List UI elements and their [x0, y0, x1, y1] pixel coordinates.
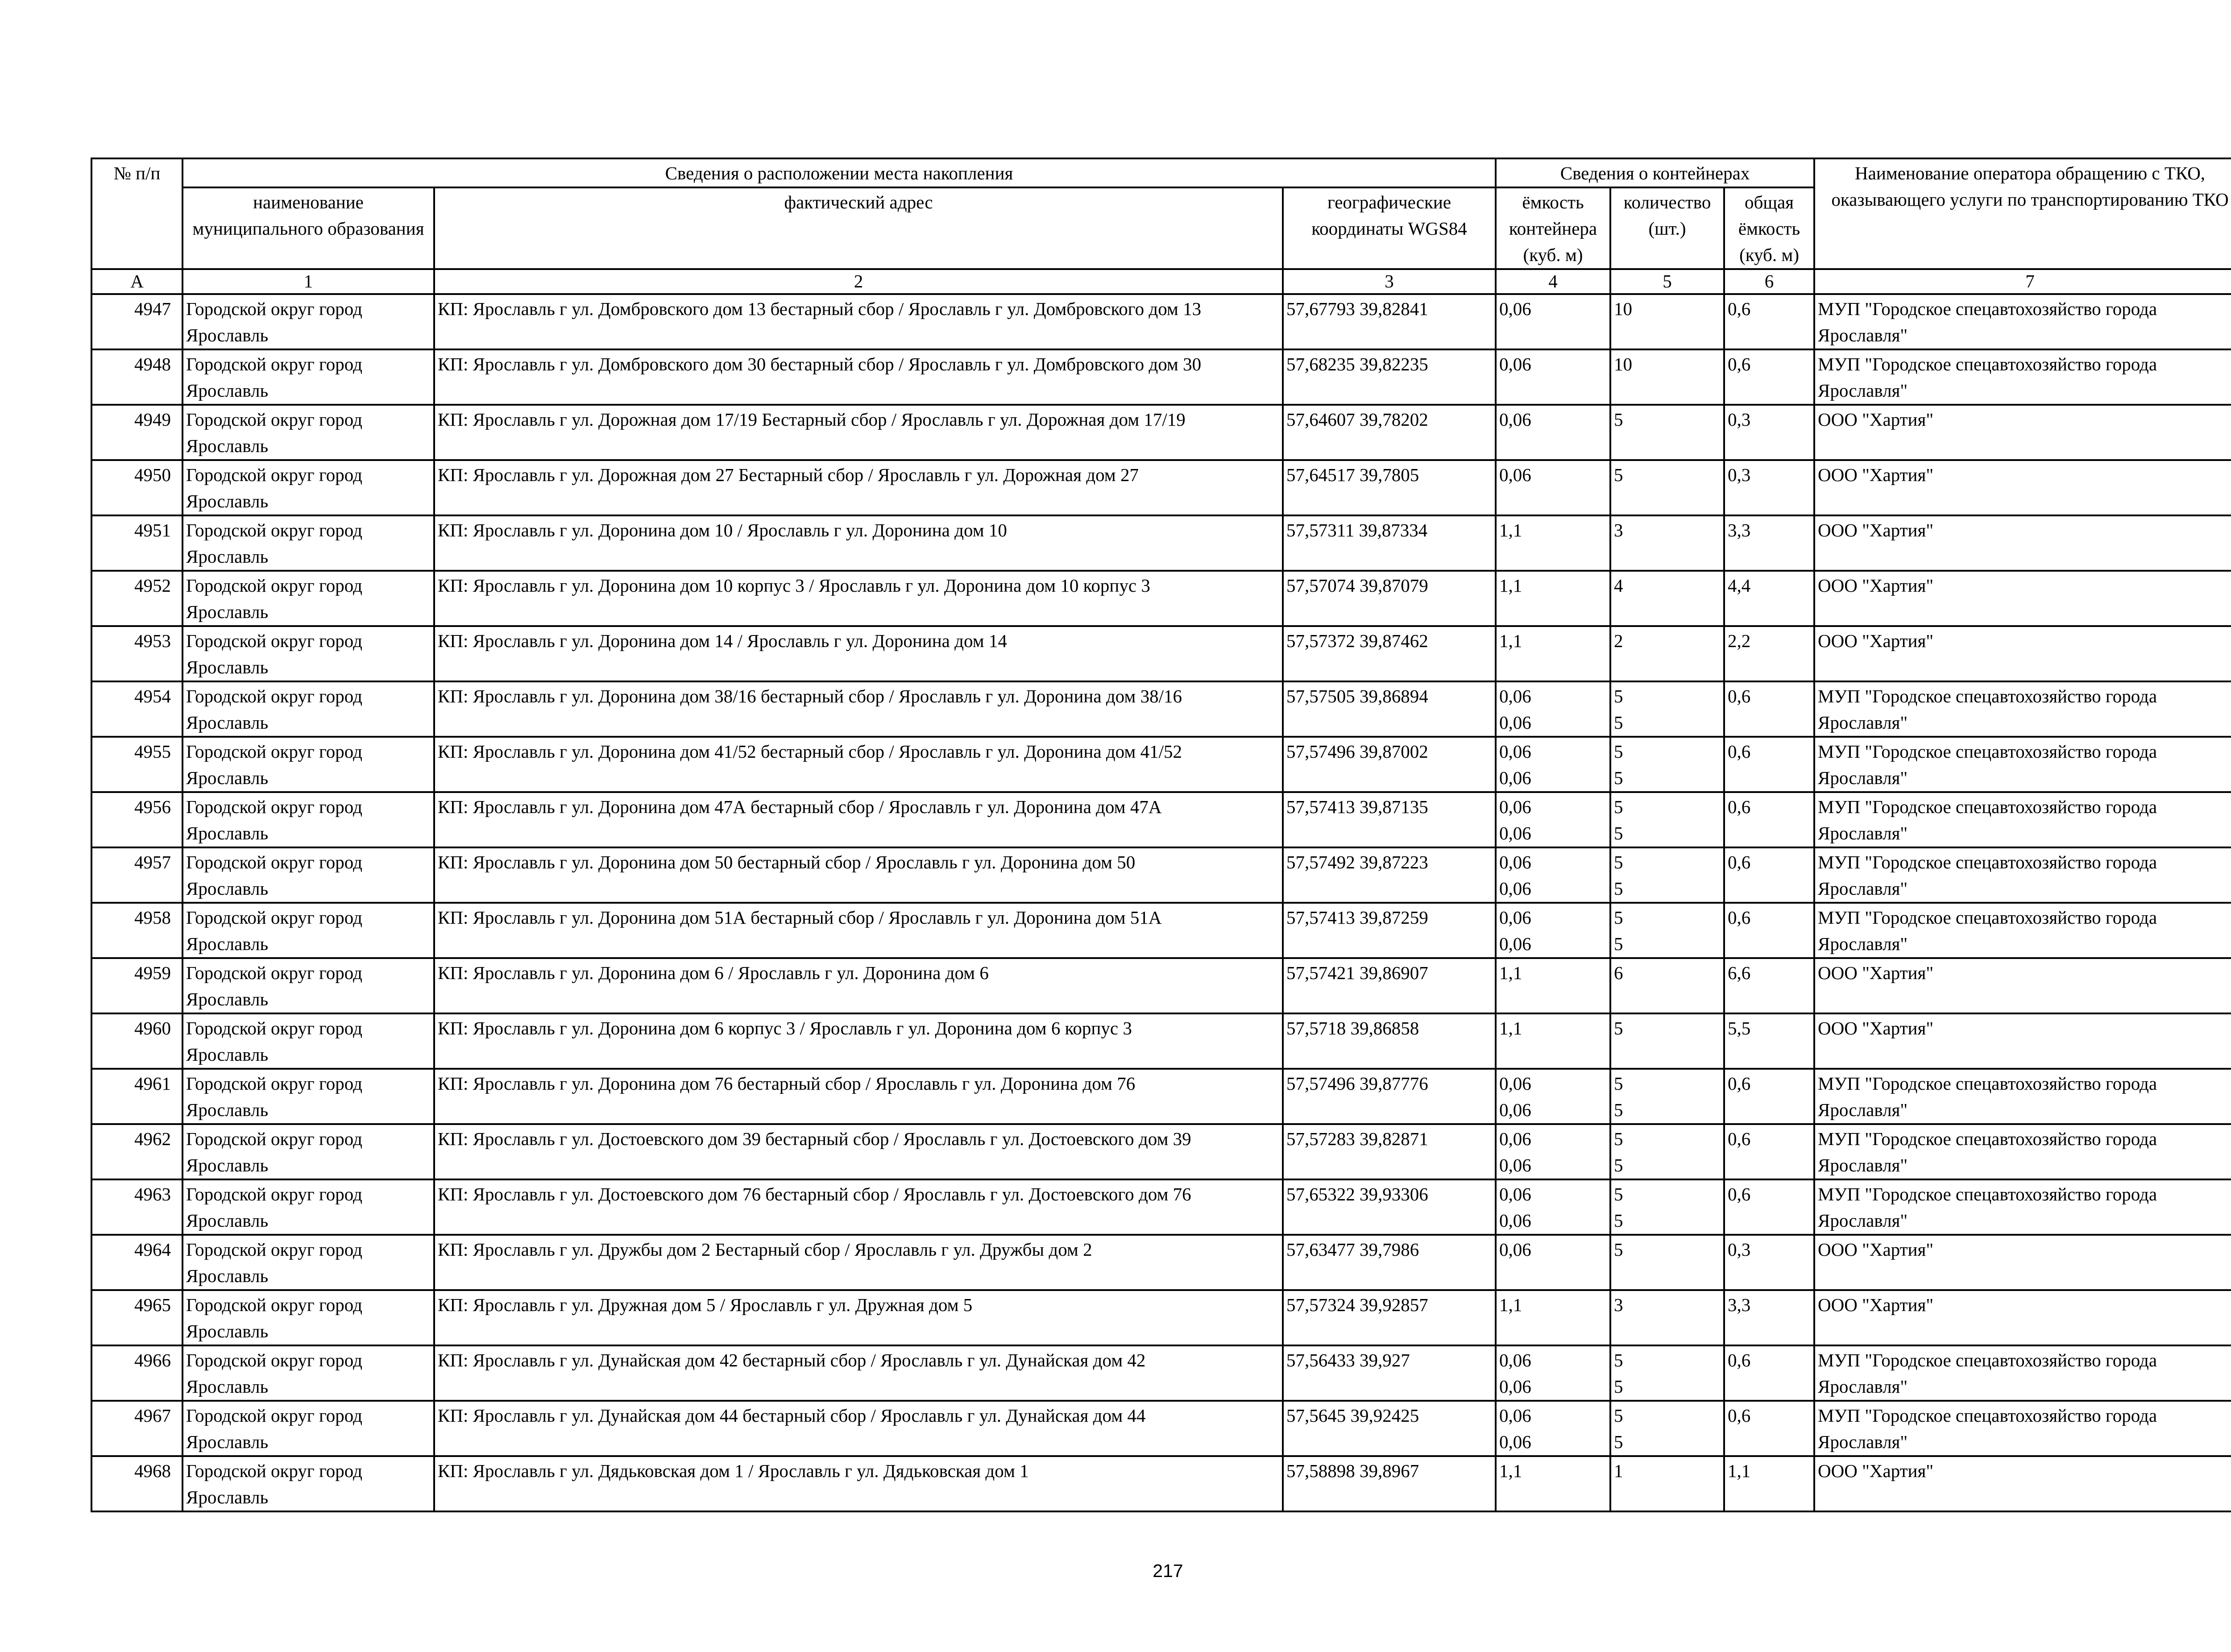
total-cell: 0,3 — [1724, 1235, 1814, 1290]
row-number: 4962 — [91, 1124, 182, 1179]
total-cell: 0,6 — [1724, 792, 1814, 847]
row-number: 4952 — [91, 571, 182, 626]
address-cell: КП: Ярославль г ул. Доронина дом 10 / Ярославль г ул. Доронина дом 10 — [434, 515, 1283, 571]
count-value: 10 — [1614, 354, 1633, 374]
capacity-value: 0,06 — [1499, 1239, 1531, 1260]
count-value: 5 — [1614, 1018, 1623, 1038]
municipality-cell: Городской округ город Ярославль — [182, 349, 434, 405]
count-value: 5 — [1614, 1129, 1623, 1149]
count-value: 5 — [1614, 1210, 1623, 1231]
table-row — [91, 792, 2231, 847]
address-cell: КП: Ярославль г ул. Дорожная дом 17/19 Бестарный сбор / Ярославль г ул. Дорожная дом 17/19 — [434, 405, 1283, 460]
capacity-cell — [1496, 903, 1610, 958]
capacity-cell — [1496, 405, 1610, 460]
coords-cell: 57,64607 39,78202 — [1283, 405, 1496, 460]
municipality-cell: Городской округ город Ярославль — [182, 958, 434, 1013]
operator-cell: ООО "Хартия" — [1814, 626, 2231, 681]
operator-cell: МУП "Городское спецавтохозяйство города Ярославля" — [1814, 1179, 2231, 1235]
total-cell: 0,6 — [1724, 903, 1814, 958]
count-value: 5 — [1614, 768, 1623, 788]
column-label: 4 — [1496, 269, 1610, 294]
capacity-cell — [1496, 626, 1610, 681]
capacity-cell — [1496, 571, 1610, 626]
column-label: 1 — [182, 269, 434, 294]
municipality-cell: Городской округ город Ярославль — [182, 1013, 434, 1069]
count-value: 5 — [1614, 1184, 1623, 1204]
header-num: № п/п — [91, 158, 182, 269]
capacity-cell — [1496, 515, 1610, 571]
address-cell: КП: Ярославль г ул. Дунайская дом 44 бестарный сбор / Ярославль г ул. Дунайская дом 44 — [434, 1401, 1283, 1456]
operator-cell: МУП "Городское спецавтохозяйство города Ярославля" — [1814, 903, 2231, 958]
column-label: 6 — [1724, 269, 1814, 294]
capacity-value: 0,06 — [1499, 1432, 1531, 1452]
total-cell: 0,6 — [1724, 681, 1814, 737]
total-cell: 0,6 — [1724, 1345, 1814, 1401]
table-row — [91, 460, 2231, 515]
table-row — [91, 294, 2231, 349]
capacity-value: 0,06 — [1499, 1100, 1531, 1120]
table-row — [91, 515, 2231, 571]
count-cell — [1610, 1290, 1724, 1345]
address-cell: КП: Ярославль г ул. Доронина дом 10 корпус 3 / Ярославль г ул. Доронина дом 10 корпус 3 — [434, 571, 1283, 626]
count-value: 5 — [1614, 934, 1623, 954]
count-cell — [1610, 1456, 1724, 1511]
count-value: 5 — [1614, 409, 1623, 430]
count-value: 3 — [1614, 520, 1623, 540]
capacity-cell — [1496, 294, 1610, 349]
document-sheet — [91, 158, 2231, 1512]
capacity-value: 0,06 — [1499, 741, 1531, 762]
count-value: 5 — [1614, 907, 1623, 928]
header-total: общая ёмкость (куб. м) — [1724, 187, 1814, 269]
count-cell — [1610, 1069, 1724, 1124]
count-cell — [1610, 1179, 1724, 1235]
total-cell: 0,6 — [1724, 1401, 1814, 1456]
count-cell — [1610, 515, 1724, 571]
row-number: 4956 — [91, 792, 182, 847]
count-value: 5 — [1614, 823, 1623, 843]
count-cell — [1610, 294, 1724, 349]
count-value: 5 — [1614, 1100, 1623, 1120]
capacity-cell — [1496, 1179, 1610, 1235]
capacity-value: 1,1 — [1499, 1295, 1522, 1315]
count-value: 5 — [1614, 712, 1623, 733]
count-value: 5 — [1614, 741, 1623, 762]
table-row — [91, 405, 2231, 460]
header-address: фактический адрес — [434, 187, 1283, 269]
count-value: 5 — [1614, 1376, 1623, 1397]
count-cell — [1610, 405, 1724, 460]
table-row — [91, 626, 2231, 681]
row-number: 4959 — [91, 958, 182, 1013]
table-row — [91, 1179, 2231, 1235]
header-containers-group: Сведения о контейнерах — [1496, 158, 1814, 187]
capacity-cell — [1496, 349, 1610, 405]
municipality-cell: Городской округ город Ярославль — [182, 1069, 434, 1124]
address-cell: КП: Ярославль г ул. Дунайская дом 42 бестарный сбор / Ярославль г ул. Дунайская дом 42 — [434, 1345, 1283, 1401]
capacity-value: 0,06 — [1499, 712, 1531, 733]
capacity-value: 0,06 — [1499, 878, 1531, 899]
coords-cell: 57,57324 39,92857 — [1283, 1290, 1496, 1345]
table-row — [91, 737, 2231, 792]
capacity-cell — [1496, 1345, 1610, 1401]
total-cell: 0,6 — [1724, 1124, 1814, 1179]
address-cell: КП: Ярославль г ул. Доронина дом 76 бестарный сбор / Ярославль г ул. Доронина дом 76 — [434, 1069, 1283, 1124]
coords-cell: 57,64517 39,7805 — [1283, 460, 1496, 515]
coords-cell: 57,67793 39,82841 — [1283, 294, 1496, 349]
count-cell — [1610, 1013, 1724, 1069]
count-value: 10 — [1614, 299, 1633, 319]
row-number: 4951 — [91, 515, 182, 571]
coords-cell: 57,65322 39,93306 — [1283, 1179, 1496, 1235]
table-row — [91, 349, 2231, 405]
capacity-cell — [1496, 737, 1610, 792]
municipality-cell: Городской округ город Ярославль — [182, 903, 434, 958]
registry-table — [91, 158, 2231, 1512]
header-location-group: Сведения о расположении места накопления — [182, 158, 1496, 187]
coords-cell: 57,57496 39,87002 — [1283, 737, 1496, 792]
operator-cell: МУП "Городское спецавтохозяйство города Ярославля" — [1814, 737, 2231, 792]
header-operator: Наименование оператора обращению с ТКО, оказывающего услуги по транспортированию ТКО — [1814, 158, 2231, 269]
address-cell: КП: Ярославль г ул. Домбровского дом 30 бестарный сбор / Ярославль г ул. Домбровского дом 30 — [434, 349, 1283, 405]
coords-cell: 57,63477 39,7986 — [1283, 1235, 1496, 1290]
municipality-cell: Городской округ город Ярославль — [182, 1179, 434, 1235]
capacity-cell — [1496, 681, 1610, 737]
municipality-cell: Городской округ город Ярославль — [182, 1456, 434, 1511]
address-cell: КП: Ярославль г ул. Дружбы дом 2 Бестарный сбор / Ярославль г ул. Дружбы дом 2 — [434, 1235, 1283, 1290]
operator-cell: ООО "Хартия" — [1814, 405, 2231, 460]
column-label-row — [91, 269, 2231, 294]
total-cell: 0,6 — [1724, 294, 1814, 349]
municipality-cell: Городской округ город Ярославль — [182, 1345, 434, 1401]
header-municipality: наименование муниципального образования — [182, 187, 434, 269]
operator-cell: МУП "Городское спецавтохозяйство города Ярославля" — [1814, 349, 2231, 405]
column-label: 7 — [1814, 269, 2231, 294]
column-label: А — [91, 269, 182, 294]
count-value: 5 — [1614, 797, 1623, 817]
capacity-cell — [1496, 1290, 1610, 1345]
operator-cell: ООО "Хартия" — [1814, 460, 2231, 515]
municipality-cell: Городской округ город Ярославль — [182, 792, 434, 847]
address-cell: КП: Ярославль г ул. Дядьковская дом 1 / Ярославль г ул. Дядьковская дом 1 — [434, 1456, 1283, 1511]
count-value: 5 — [1614, 686, 1623, 706]
coords-cell: 57,57496 39,87776 — [1283, 1069, 1496, 1124]
municipality-cell: Городской округ город Ярославль — [182, 460, 434, 515]
total-cell: 2,2 — [1724, 626, 1814, 681]
row-number: 4955 — [91, 737, 182, 792]
total-cell: 3,3 — [1724, 1290, 1814, 1345]
row-number: 4961 — [91, 1069, 182, 1124]
capacity-value: 1,1 — [1499, 520, 1522, 540]
coords-cell: 57,57413 39,87135 — [1283, 792, 1496, 847]
municipality-cell: Городской округ город Ярославль — [182, 515, 434, 571]
capacity-value: 1,1 — [1499, 631, 1522, 651]
total-cell: 0,3 — [1724, 460, 1814, 515]
coords-cell: 57,57283 39,82871 — [1283, 1124, 1496, 1179]
municipality-cell: Городской округ город Ярославль — [182, 1124, 434, 1179]
header-row-1 — [91, 158, 2231, 187]
operator-cell: ООО "Хартия" — [1814, 571, 2231, 626]
coords-cell: 57,57492 39,87223 — [1283, 847, 1496, 903]
table-row — [91, 1013, 2231, 1069]
address-cell: КП: Ярославль г ул. Домбровского дом 13 бестарный сбор / Ярославль г ул. Домбровского дом 13 — [434, 294, 1283, 349]
operator-cell: ООО "Хартия" — [1814, 515, 2231, 571]
table-row — [91, 1456, 2231, 1511]
total-cell: 0,6 — [1724, 1069, 1814, 1124]
operator-cell: МУП "Городское спецавтохозяйство города Ярославля" — [1814, 847, 2231, 903]
column-label: 2 — [434, 269, 1283, 294]
table-row — [91, 958, 2231, 1013]
capacity-value: 0,06 — [1499, 1376, 1531, 1397]
address-cell: КП: Ярославль г ул. Доронина дом 14 / Ярославль г ул. Доронина дом 14 — [434, 626, 1283, 681]
address-cell: КП: Ярославль г ул. Доронина дом 6 корпус 3 / Ярославль г ул. Доронина дом 6 корпус 3 — [434, 1013, 1283, 1069]
count-cell — [1610, 1124, 1724, 1179]
capacity-value: 0,06 — [1499, 1073, 1531, 1094]
address-cell: КП: Ярославль г ул. Дорожная дом 27 Бестарный сбор / Ярославль г ул. Дорожная дом 27 — [434, 460, 1283, 515]
capacity-cell — [1496, 1124, 1610, 1179]
capacity-cell — [1496, 1069, 1610, 1124]
total-cell: 0,6 — [1724, 1179, 1814, 1235]
count-value: 5 — [1614, 1073, 1623, 1094]
row-number: 4965 — [91, 1290, 182, 1345]
count-cell — [1610, 1235, 1724, 1290]
total-cell: 0,6 — [1724, 737, 1814, 792]
capacity-value: 0,06 — [1499, 1210, 1531, 1231]
coords-cell: 57,57074 39,87079 — [1283, 571, 1496, 626]
operator-cell: ООО "Хартия" — [1814, 1235, 2231, 1290]
count-value: 5 — [1614, 1239, 1623, 1260]
total-cell: 1,1 — [1724, 1456, 1814, 1511]
count-cell — [1610, 349, 1724, 405]
count-cell — [1610, 1345, 1724, 1401]
coords-cell: 57,57421 39,86907 — [1283, 958, 1496, 1013]
operator-cell: ООО "Хартия" — [1814, 1456, 2231, 1511]
capacity-value: 0,06 — [1499, 1155, 1531, 1175]
capacity-value: 1,1 — [1499, 1461, 1522, 1481]
coords-cell: 57,5718 39,86858 — [1283, 1013, 1496, 1069]
column-label: 5 — [1610, 269, 1724, 294]
address-cell: КП: Ярославль г ул. Доронина дом 47А бестарный сбор / Ярославль г ул. Доронина дом 47А — [434, 792, 1283, 847]
row-number: 4950 — [91, 460, 182, 515]
capacity-value: 1,1 — [1499, 1018, 1522, 1038]
table-row — [91, 1069, 2231, 1124]
count-value: 1 — [1614, 1461, 1623, 1481]
row-number: 4954 — [91, 681, 182, 737]
capacity-value: 0,06 — [1499, 1405, 1531, 1426]
municipality-cell: Городской округ город Ярославль — [182, 737, 434, 792]
operator-cell: ООО "Хартия" — [1814, 1290, 2231, 1345]
address-cell: КП: Ярославль г ул. Доронина дом 38/16 бестарный сбор / Ярославль г ул. Доронина дом 38/16 — [434, 681, 1283, 737]
operator-cell: МУП "Городское спецавтохозяйство города Ярославля" — [1814, 294, 2231, 349]
count-cell — [1610, 903, 1724, 958]
count-cell — [1610, 792, 1724, 847]
capacity-cell — [1496, 1401, 1610, 1456]
municipality-cell: Городской округ город Ярославль — [182, 1401, 434, 1456]
total-cell: 0,3 — [1724, 405, 1814, 460]
count-cell — [1610, 681, 1724, 737]
total-cell: 4,4 — [1724, 571, 1814, 626]
capacity-cell — [1496, 847, 1610, 903]
count-value: 5 — [1614, 1350, 1623, 1370]
municipality-cell: Городской округ город Ярославль — [182, 571, 434, 626]
capacity-value: 1,1 — [1499, 963, 1522, 983]
capacity-cell — [1496, 1235, 1610, 1290]
count-value: 3 — [1614, 1295, 1623, 1315]
coords-cell: 57,68235 39,82235 — [1283, 349, 1496, 405]
capacity-value: 0,06 — [1499, 797, 1531, 817]
capacity-value: 0,06 — [1499, 409, 1531, 430]
row-number: 4947 — [91, 294, 182, 349]
address-cell: КП: Ярославль г ул. Доронина дом 51А бестарный сбор / Ярославль г ул. Доронина дом 51А — [434, 903, 1283, 958]
coords-cell: 57,58898 39,8967 — [1283, 1456, 1496, 1511]
capacity-value: 0,06 — [1499, 852, 1531, 872]
municipality-cell: Городской округ город Ярославль — [182, 847, 434, 903]
address-cell: КП: Ярославль г ул. Достоевского дом 76 бестарный сбор / Ярославль г ул. Достоевского дом 76 — [434, 1179, 1283, 1235]
count-value: 5 — [1614, 852, 1623, 872]
address-cell: КП: Ярославль г ул. Доронина дом 6 / Ярославль г ул. Доронина дом 6 — [434, 958, 1283, 1013]
count-cell — [1610, 460, 1724, 515]
capacity-value: 0,06 — [1499, 299, 1531, 319]
count-cell — [1610, 1401, 1724, 1456]
row-number: 4960 — [91, 1013, 182, 1069]
capacity-value: 0,06 — [1499, 907, 1531, 928]
header-count: количество (шт.) — [1610, 187, 1724, 269]
table-row — [91, 1235, 2231, 1290]
count-value: 4 — [1614, 575, 1623, 596]
row-number: 4948 — [91, 349, 182, 405]
total-cell: 0,6 — [1724, 847, 1814, 903]
capacity-value: 0,06 — [1499, 1184, 1531, 1204]
row-number: 4966 — [91, 1345, 182, 1401]
capacity-value: 0,06 — [1499, 823, 1531, 843]
coords-cell: 57,56433 39,927 — [1283, 1345, 1496, 1401]
capacity-value: 0,06 — [1499, 465, 1531, 485]
address-cell: КП: Ярославль г ул. Доронина дом 41/52 бестарный сбор / Ярославль г ул. Доронина дом 41/52 — [434, 737, 1283, 792]
count-value: 5 — [1614, 1432, 1623, 1452]
capacity-cell — [1496, 958, 1610, 1013]
capacity-cell — [1496, 1013, 1610, 1069]
municipality-cell: Городской округ город Ярославль — [182, 1290, 434, 1345]
row-number: 4967 — [91, 1401, 182, 1456]
coords-cell: 57,57505 39,86894 — [1283, 681, 1496, 737]
coords-cell: 57,57372 39,87462 — [1283, 626, 1496, 681]
row-number: 4953 — [91, 626, 182, 681]
operator-cell: МУП "Городское спецавтохозяйство города Ярославля" — [1814, 1345, 2231, 1401]
coords-cell: 57,57413 39,87259 — [1283, 903, 1496, 958]
total-cell: 3,3 — [1724, 515, 1814, 571]
capacity-value: 0,06 — [1499, 354, 1531, 374]
count-cell — [1610, 626, 1724, 681]
table-row — [91, 1124, 2231, 1179]
capacity-cell — [1496, 792, 1610, 847]
operator-cell: ООО "Хартия" — [1814, 1013, 2231, 1069]
operator-cell: МУП "Городское спецавтохозяйство города Ярославля" — [1814, 681, 2231, 737]
table-row — [91, 571, 2231, 626]
column-label: 3 — [1283, 269, 1496, 294]
row-number: 4968 — [91, 1456, 182, 1511]
row-number: 4957 — [91, 847, 182, 903]
count-cell — [1610, 571, 1724, 626]
capacity-value: 1,1 — [1499, 575, 1522, 596]
header-coords: географические координаты WGS84 — [1283, 187, 1496, 269]
operator-cell: МУП "Городское спецавтохозяйство города Ярославля" — [1814, 792, 2231, 847]
municipality-cell: Городской округ город Ярославль — [182, 405, 434, 460]
total-cell: 5,5 — [1724, 1013, 1814, 1069]
address-cell: КП: Ярославль г ул. Доронина дом 50 бестарный сбор / Ярославль г ул. Доронина дом 50 — [434, 847, 1283, 903]
capacity-cell — [1496, 1456, 1610, 1511]
count-value: 5 — [1614, 1405, 1623, 1426]
municipality-cell: Городской округ город Ярославль — [182, 294, 434, 349]
count-value: 5 — [1614, 878, 1623, 899]
table-row — [91, 847, 2231, 903]
page-number: 217 — [1153, 1561, 1183, 1581]
operator-cell: МУП "Городское спецавтохозяйство города Ярославля" — [1814, 1401, 2231, 1456]
count-value: 6 — [1614, 963, 1623, 983]
total-cell: 0,6 — [1724, 349, 1814, 405]
capacity-value: 0,06 — [1499, 1129, 1531, 1149]
count-value: 2 — [1614, 631, 1623, 651]
count-value: 5 — [1614, 1155, 1623, 1175]
capacity-cell — [1496, 460, 1610, 515]
capacity-value: 0,06 — [1499, 934, 1531, 954]
municipality-cell: Городской округ город Ярославль — [182, 1235, 434, 1290]
row-number: 4949 — [91, 405, 182, 460]
header-capacity: ёмкость контейнера (куб. м) — [1496, 187, 1610, 269]
address-cell: КП: Ярославль г ул. Дружная дом 5 / Ярославль г ул. Дружная дом 5 — [434, 1290, 1283, 1345]
coords-cell: 57,57311 39,87334 — [1283, 515, 1496, 571]
row-number: 4963 — [91, 1179, 182, 1235]
table-row — [91, 1401, 2231, 1456]
count-cell — [1610, 958, 1724, 1013]
operator-cell: МУП "Городское спецавтохозяйство города Ярославля" — [1814, 1069, 2231, 1124]
capacity-value: 0,06 — [1499, 686, 1531, 706]
row-number: 4964 — [91, 1235, 182, 1290]
count-value: 5 — [1614, 465, 1623, 485]
table-row — [91, 681, 2231, 737]
operator-cell: МУП "Городское спецавтохозяйство города Ярославля" — [1814, 1124, 2231, 1179]
row-number: 4958 — [91, 903, 182, 958]
count-cell — [1610, 737, 1724, 792]
table-row — [91, 1290, 2231, 1345]
count-cell — [1610, 847, 1724, 903]
address-cell: КП: Ярославль г ул. Достоевского дом 39 бестарный сбор / Ярославль г ул. Достоевского дом 39 — [434, 1124, 1283, 1179]
operator-cell: ООО "Хартия" — [1814, 958, 2231, 1013]
table-row — [91, 903, 2231, 958]
capacity-value: 0,06 — [1499, 768, 1531, 788]
total-cell: 6,6 — [1724, 958, 1814, 1013]
table-row — [91, 1345, 2231, 1401]
capacity-value: 0,06 — [1499, 1350, 1531, 1370]
coords-cell: 57,5645 39,92425 — [1283, 1401, 1496, 1456]
municipality-cell: Городской округ город Ярославль — [182, 626, 434, 681]
municipality-cell: Городской округ город Ярославль — [182, 681, 434, 737]
